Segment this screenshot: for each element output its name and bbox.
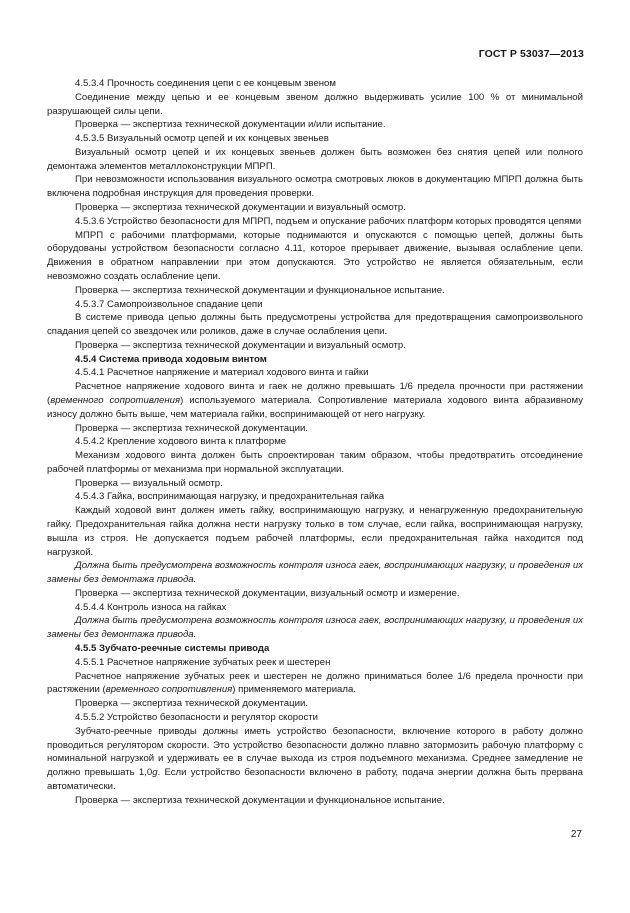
italic-paragraph: Должна быть предусмотрена возможность контроля износа гаек, воспринимающих нагрузку, и проведения их замены без демонтажа привода. (47, 615, 583, 641)
paragraph: Проверка — визуальный осмотр. (75, 477, 223, 489)
paragraph: 4.5.3.5 Визуальный осмотр цепей и их концевых звеньев (75, 133, 329, 145)
paragraph-emphasis: временного сопротивления (105, 684, 233, 696)
italic-paragraph: Должна быть предусмотрена возможность контроля износа гаек, воспринимающих нагрузку, и проведения их замены без демонтажа привода. (47, 560, 583, 586)
paragraph: Механизм ходового винта должен быть спроектирован таким образом, чтобы предотвратить отсоединение рабочей платформы от механизма при нормальной эксплуатации. (47, 450, 583, 475)
paragraph (47, 380, 583, 421)
paragraph: 4.5.3.6 Устройство безопасности для МПРП, подъем и опускание рабочих платформ которых проводятся цепями (75, 215, 582, 227)
paragraph: МПРП с рабочими платформами, которые поднимаются и опускаются с помощью цепей, должны быть оборудованы устройством безопасности согласно 4.11, которое прерывает движение, вызывая ослабление цепи. Движения в обратном направлении при этом допускаются. Это устройство не является обязательным, если невозможно создать ослабление цепи. (47, 229, 583, 282)
paragraph-emphasis: временного сопротивления (50, 394, 181, 406)
paragraph-tail: ) применяемого материала. (232, 684, 356, 696)
paragraph: Проверка — экспертиза технической документации и функциональное испытание. (75, 794, 445, 806)
paragraph: 4.5.5.1 Расчетное напряжение зубчатых реек и шестерен (75, 656, 331, 668)
document-body (47, 77, 583, 807)
section-heading: 4.5.4 Система привода ходовым винтом (75, 353, 267, 365)
paragraph: 4.5.3.7 Самопроизвольное спадание цепи (75, 298, 263, 310)
paragraph-tail: ) используемого материала. Сопротивление материала ходового винта абразивному износу должно быть выше, чем материала гайки, воспринимающей от него нагрузку. (47, 394, 583, 420)
paragraph: Проверка — экспертиза технической документации и визуальный осмотр. (75, 339, 406, 351)
paragraph-text: Расчетное напряжение ходового винта и гаек не должно превышать 1/6 предела прочности при растяжении ( (47, 381, 583, 406)
paragraph: Каждый ходовой винт должен иметь гайку, воспринимающую нагрузку, и ненагруженную предохранительную гайку. Предохранительная гайка должна нести нагрузку только в том случае, если гайка, воспринимающая нагрузку, вышла из строя. Не допускается подъем рабочей платформы, если предохранительная гайка находится под нагрузкой. (47, 505, 583, 558)
paragraph: Проверка — экспертиза технической документации и/или испытание. (75, 119, 386, 131)
paragraph: 4.5.4.3 Гайка, воспринимающая нагрузку, и предохранительная гайка (75, 491, 385, 503)
paragraph: 4.5.4.1 Расчетное напряжение и материал ходового винта и гайки (75, 367, 369, 379)
paragraph: При невозможности использования визуального осмотра смотровых люков в документацию МПРП должна быть включена подробная инструкция для проведения проверки. (47, 174, 583, 200)
paragraph-text: Расчетное напряжение зубчатых реек и шестерен не должно приниматься более 1/6 предела прочности при растяжении ( (47, 670, 583, 696)
paragraph-tail: . Если устройство безопасности включено в работу, подача энергии должна быть прервана автоматически. (47, 767, 583, 792)
paragraph: В системе привода цепью должны быть предусмотрены устройства для предотвращения самопроизвольного спадания цепей со звездочек или роликов, даже в случае ослабления цепи. (47, 312, 583, 338)
paragraph-text: Зубчато-реечные приводы должны иметь устройство безопасности, включение которого в работу должно проводиться регулятором скорости. Это устройство безопасности должно плавно затормозить рабочую платформу с номинальной нагрузкой и удерживать ее в случае выхода из строя подъемного механизма. Среднее замедление не должно превышать 1,0 (47, 725, 583, 779)
paragraph: Проверка — экспертиза технической документации и функциональное испытание. (75, 284, 445, 296)
paragraph: 4.5.4.2 Крепление ходового винта к платформе (75, 436, 287, 448)
paragraph: 4.5.5.2 Устройство безопасности и регулятор скорости (75, 711, 319, 723)
page-number: 27 (570, 829, 582, 840)
paragraph: Визуальный осмотр цепей и их концевых звеньев должен быть возможен без снятия цепей или полного демонтажа элементов металлоконструкции МПРП. (47, 146, 583, 172)
paragraph: Соединение между цепью и ее концевым звеном должно выдерживать усилие 100 % от минимальной разрушающей силы цепи. (47, 91, 583, 117)
paragraph (47, 670, 583, 698)
section-heading: 4.5.5 Зубчато-реечные системы привода (75, 643, 270, 655)
paragraph-emphasis: g (152, 767, 158, 779)
document-number: ГОСТ Р 53037—2013 (478, 48, 584, 60)
paragraph (47, 725, 583, 794)
paragraph: Проверка — экспертиза технической документации. (75, 698, 309, 710)
paragraph: Проверка — экспертиза технической документации, визуальный осмотр и измерение. (75, 587, 460, 599)
paragraph: Проверка — экспертиза технической документации и визуальный осмотр. (75, 202, 406, 214)
paragraph: 4.5.3.4 Прочность соединения цепи с ее концевым звеном (75, 78, 336, 89)
paragraph: Проверка — экспертиза технической документации. (75, 422, 309, 434)
paragraph: 4.5.4.4 Контроль износа на гайках (75, 601, 227, 613)
